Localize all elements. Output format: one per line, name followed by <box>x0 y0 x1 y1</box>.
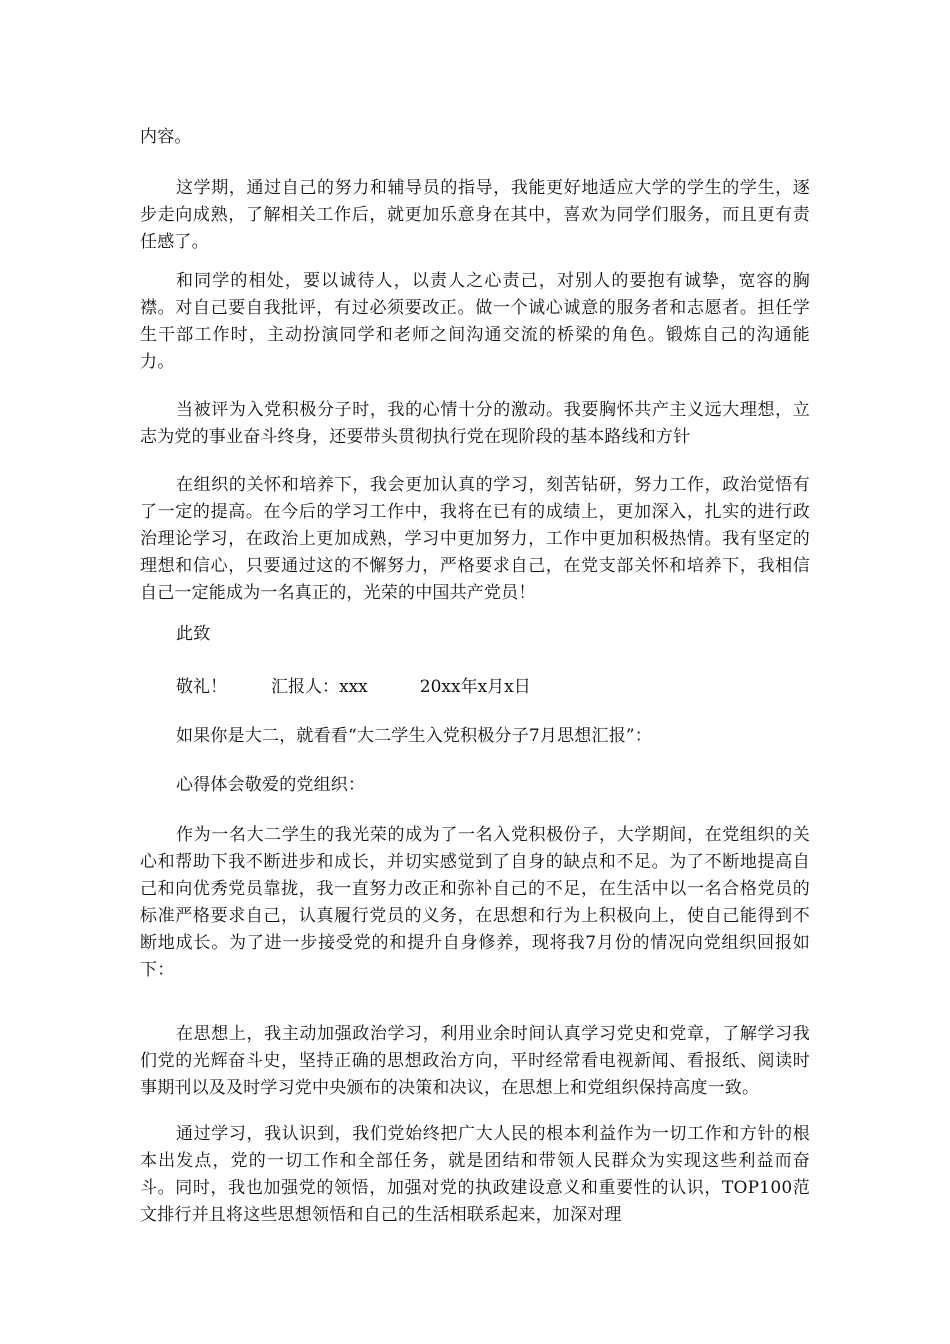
reporter: 汇报人：xxx <box>271 677 368 697</box>
paragraph-greeting: 心得体会敬爱的党组织： <box>176 775 366 795</box>
paragraph-sophomore-intro: 如果你是大二，就看看“大二学生入党积极分子7月思想汇报”： <box>176 726 652 746</box>
paragraph-study: 通过学习，我认识到，我们党始终把广大人民的根本利益作为一切工作和方针的根本出发点，党的一切工作和全部任务，就是团结和带领人民群众为实现这些利益而奋斗。同时，我也加强党的领悟，加强对党的执政建设意义和重要性的认识，TOP100范文排行并且将这些思想领悟和自己的生活相联系起来，加深对理 <box>140 1124 810 1225</box>
paragraph-sophomore-report: 作为一名大二学生的我光荣的成为了一名入党积极份子，大学期间，在党组织的关心和帮助下我不断进步和成长，并切实感觉到了自身的缺点和不足。为了不断地提高自己和向优秀党员靠拢，我一直努力改正和弥补自己的不足，在生活中以一名合格党员的标准严格要求自己，认真履行党员的义务，在思想和行为上积极向上，使自己能得到不断地成长。为了进一步接受党的和提升自身修养，现将我7月份的情况向党组织回报如下： <box>140 825 810 980</box>
paragraph-organization: 在组织的关怀和培养下，我会更加认真的学习，刻苦钻研，努力工作，政治觉悟有了一定的提高。在今后的学习工作中，我将在已有的成绩上，更加深入，扎实的进行政治理论学习，在政治上更加成熟，学习中更加努力，工作中更加积极热情。我有坚定的理想和信心，只要通过这的不懈努力，严格要求自己，在党支部关怀和培养下，我相信自己一定能成为一名真正的，光荣的中国共产党员！ <box>140 475 810 603</box>
signature-line <box>176 674 531 701</box>
paragraph-continuation: 内容。 <box>140 127 192 147</box>
paragraph-semester: 这学期，通过自己的努力和辅导员的指导，我能更好地适应大学的学生的学生，逐步走向成熟，了解相关工作后，就更加乐意身在其中，喜欢为同学们服务，而且更有责任感了。 <box>140 178 810 252</box>
paragraph-classmates: 和同学的相处，要以诚待人，以责人之心责己，对别人的要抱有诚挚，宽容的胸襟。对自己要自我批评，有过必须要改正。做一个诚心诚意的服务者和志愿者。担任学生干部工作时，主动扮演同学和老师之间沟通交流的桥梁的角色。锻炼自己的沟通能力。 <box>140 271 810 372</box>
paragraph-activist: 当被评为入党积极分子时，我的心情十分的激动。我要胸怀共产主义远大理想，立志为党的事业奋斗终身，还要带头贯彻执行党在现阶段的基本路线和方针 <box>140 400 810 447</box>
paragraph-thought: 在思想上，我主动加强政治学习，利用业余时间认真学习党史和党章，了解学习我们党的光辉奋斗史，坚持正确的思想政治方向，平时经常看电视新闻、看报纸、阅读时事期刊以及及时学习党中央颁布的决策和决议，在思想上和党组织保持高度一致。 <box>140 1024 810 1098</box>
salute: 敬礼！ <box>176 677 227 697</box>
report-date: 20xx年x月x日 <box>419 677 531 697</box>
closing-salutation: 此致 <box>176 624 211 644</box>
